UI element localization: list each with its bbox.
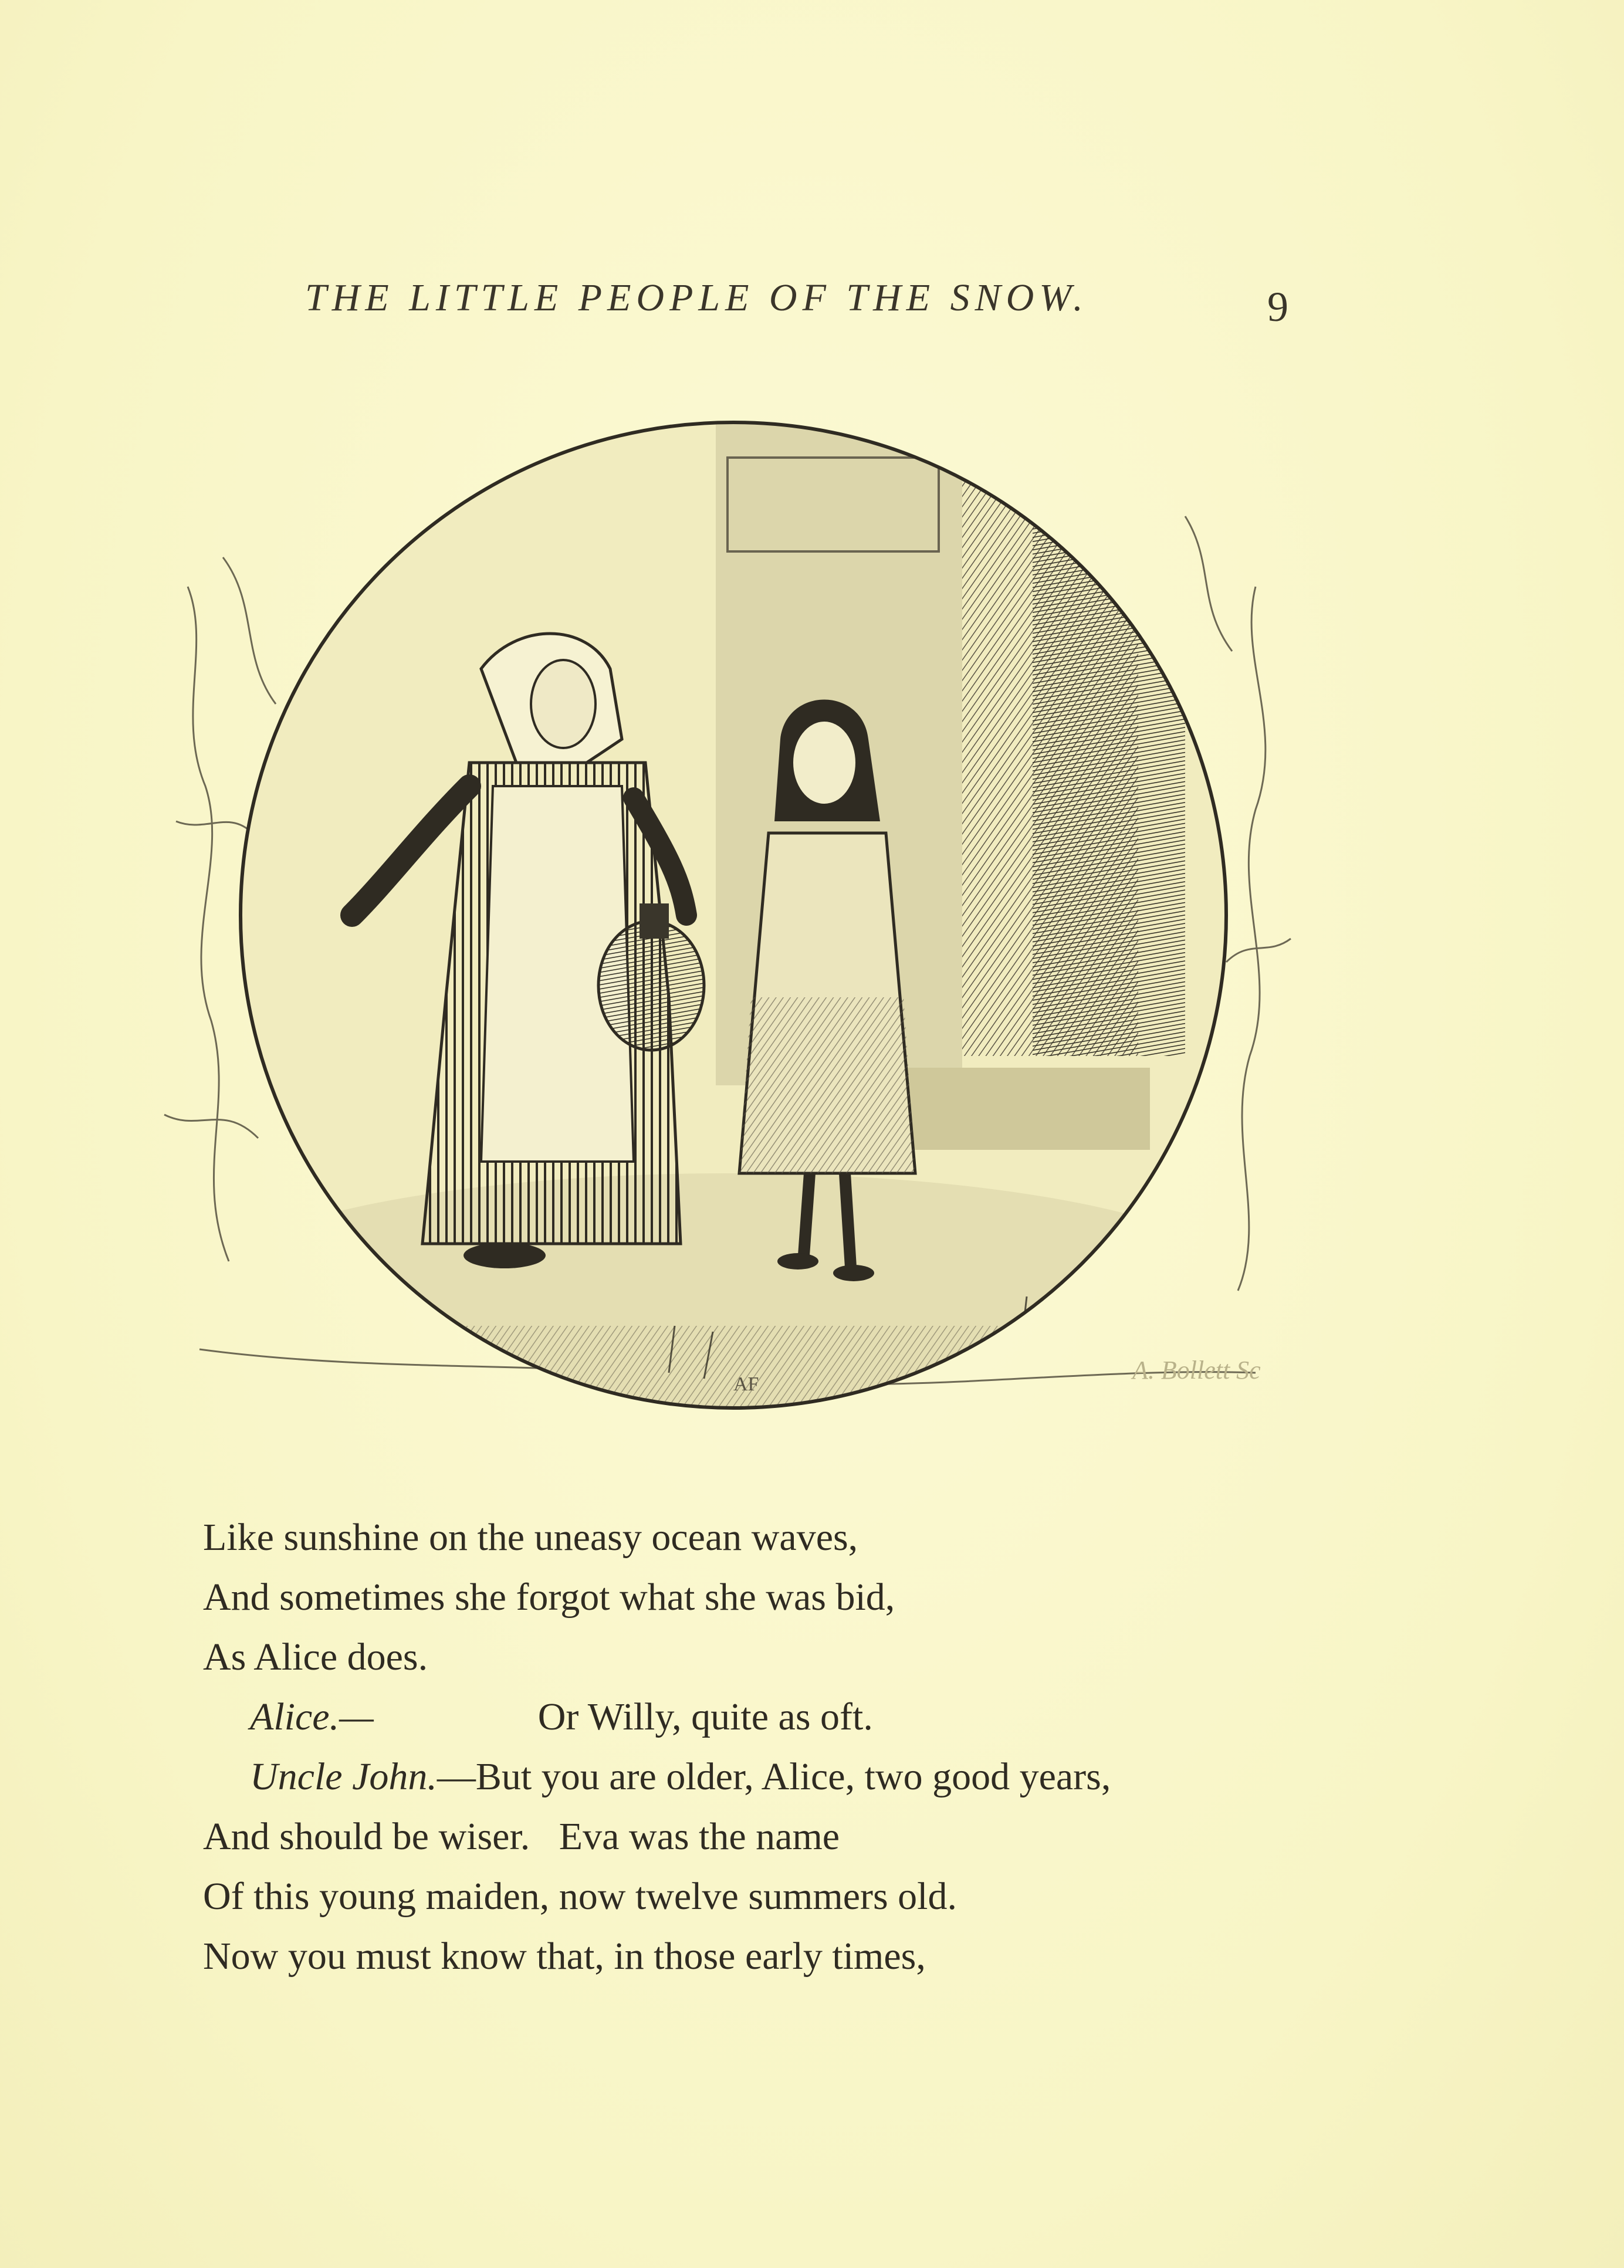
speaker-uncle-john: Uncle John.	[250, 1755, 437, 1798]
verse-line-text: Or Willy, quite as oft.	[537, 1695, 873, 1738]
verse-line: Like sunshine on the uneasy ocean waves,	[203, 1516, 858, 1559]
verse-line: As Alice does.	[203, 1636, 428, 1678]
page-number: 9	[1267, 283, 1288, 330]
verse-line-text: —But you are older, Alice, two good years,	[437, 1755, 1111, 1798]
running-title: THE LITTLE PEOPLE OF THE SNOW.	[305, 276, 1088, 319]
verse-line: And sometimes she forgot what she was bid,	[203, 1576, 895, 1619]
monogram: AF	[733, 1373, 759, 1395]
speaker-alice: Alice.—	[250, 1695, 374, 1738]
verse-line: Now you must know that, in those early times,	[203, 1935, 926, 1978]
verse-line: And should be wiser. Eva was the name	[203, 1815, 840, 1858]
verse-line-dialogue	[203, 1747, 1376, 1807]
verse-text	[203, 1508, 1376, 1986]
engraver-signature: A. Bollett Sc	[1132, 1356, 1261, 1385]
engraving-illustration	[141, 411, 1326, 1431]
verse-line-dialogue	[203, 1687, 1376, 1747]
verse-line: Of this young maiden, now twelve summers old.	[203, 1875, 958, 1918]
